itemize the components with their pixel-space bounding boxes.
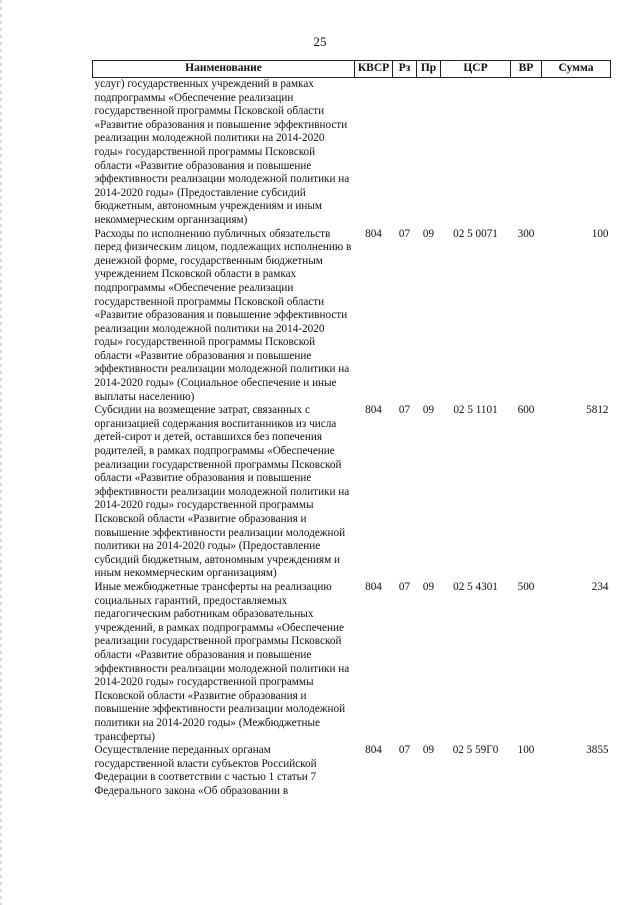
- header-name: Наименование: [93, 61, 355, 78]
- row-vr: [511, 78, 542, 228]
- row-csr: 02 5 1101: [453, 404, 498, 417]
- row-rz: [393, 78, 417, 228]
- row-csr: 02 5 0071: [453, 227, 498, 240]
- row-name: Осуществление переданных органам государственной власти субъектов Российской Федерации в соответствии с частью 1 статьи 7 Федерального закона «Об образовании в: [94, 744, 317, 797]
- header-sum: Сумма: [542, 61, 611, 78]
- row-kvsr: 804: [365, 227, 382, 240]
- row-csr: 02 5 59Г0: [452, 744, 499, 757]
- table-body: [93, 78, 611, 799]
- table-row: [93, 228, 611, 405]
- row-rz: 07: [398, 227, 411, 240]
- row-sum: 100: [591, 227, 609, 240]
- header-csr: ЦСР: [441, 61, 511, 78]
- header-row: [93, 61, 611, 78]
- header-kvsr: КВСР: [355, 61, 393, 78]
- row-sum: 5812: [586, 404, 609, 417]
- row-kvsr: 804: [365, 580, 382, 593]
- budget-table: [92, 60, 611, 798]
- row-kvsr: [355, 78, 393, 228]
- row-pr: 09: [422, 404, 435, 417]
- row-vr: 500: [517, 580, 535, 593]
- row-pr: 09: [422, 580, 435, 593]
- row-rz: 07: [398, 744, 411, 757]
- row-sum: 234: [591, 580, 609, 593]
- header-vr: ВР: [511, 61, 542, 78]
- row-pr: [417, 78, 441, 228]
- table-row: [93, 78, 611, 228]
- row-name: Иные межбюджетные трансферты на реализацию социальных гарантий, предоставляемых педагогическим работникам образовательных учреждений, в рамках подпрограммы «Обеспечение реализации государственной программы Псковской области «Развитие образования и повышение эффективности реализации молодежной политики на 2014-2020 годы» государственной программы Псковской области «Развитие образования и повышение эффективности реализации молодежной политики на 2014-2020 годы» (Межбюджетные трансферты): [94, 580, 350, 743]
- row-rz: 07: [398, 580, 411, 593]
- page-number: 25: [313, 34, 327, 49]
- header-rz: Рз: [393, 61, 417, 78]
- scan-edge: [0, 0, 2, 905]
- row-vr: 600: [517, 404, 535, 417]
- row-csr: 02 5 4301: [453, 580, 498, 593]
- table-header: [93, 61, 611, 78]
- table-row: [93, 744, 611, 798]
- row-sum: [542, 78, 611, 228]
- row-pr: 09: [422, 744, 435, 757]
- row-name: услуг) государственных учреждений в рамках подпрограммы «Обеспечение реализации государственной программы Псковской области «Развитие образования и повышение эффективности реализации молодежной политики на 2014-2020 годы» государственной программы Псковской области «Развитие образования и повышение эффективности реализации молодежной политики на 2014-2020 годы» (Предоставление субсидий бюджетным, автономным учреждениям и иным некоммерческим организациям): [94, 78, 350, 226]
- row-pr: 09: [422, 227, 435, 240]
- table-row: [93, 581, 611, 744]
- row-name: Субсидии на возмещение затрат, связанных с организацией содержания воспитанников из числа детей-сирот и детей, оставшихся без попечения родителей, в рамках подпрограммы «Обеспечение реализации государственной программы Псковской области «Развитие образования и повышение эффективности реализации молодежной политики на 2014-2020 годы» государственной программы Псковской области «Развитие образования и повышение эффективности реализации молодежной политики на 2014-2020 годы» (Предоставление субсидий бюджетным, автономным учреждениям и иным некоммерческим организациям): [94, 404, 350, 580]
- row-csr: [441, 78, 511, 228]
- row-kvsr: 804: [365, 404, 382, 417]
- row-rz: 07: [398, 404, 411, 417]
- header-pr: Пр: [417, 61, 441, 78]
- row-sum: 3855: [586, 744, 609, 757]
- table-row: [93, 404, 611, 581]
- row-vr: 100: [517, 744, 535, 757]
- row-name: Расходы по исполнению публичных обязательств перед физическим лицом, подлежащих исполнению в денежной форме, государственным бюджетным учреждением Псковской области в рамках подпрограммы «Обеспечение реализации государственной программы Псковской области «Развитие образования и повышение эффективности реализации молодежной политики на 2014-2020 годы» государственной программы Псковской области «Развитие образования и повышение эффективности реализации молодежной политики на 2014-2020 годы» (Социальное обеспечение и иные выплаты населению): [94, 227, 352, 403]
- row-kvsr: 804: [365, 744, 382, 757]
- row-vr: 300: [517, 227, 535, 240]
